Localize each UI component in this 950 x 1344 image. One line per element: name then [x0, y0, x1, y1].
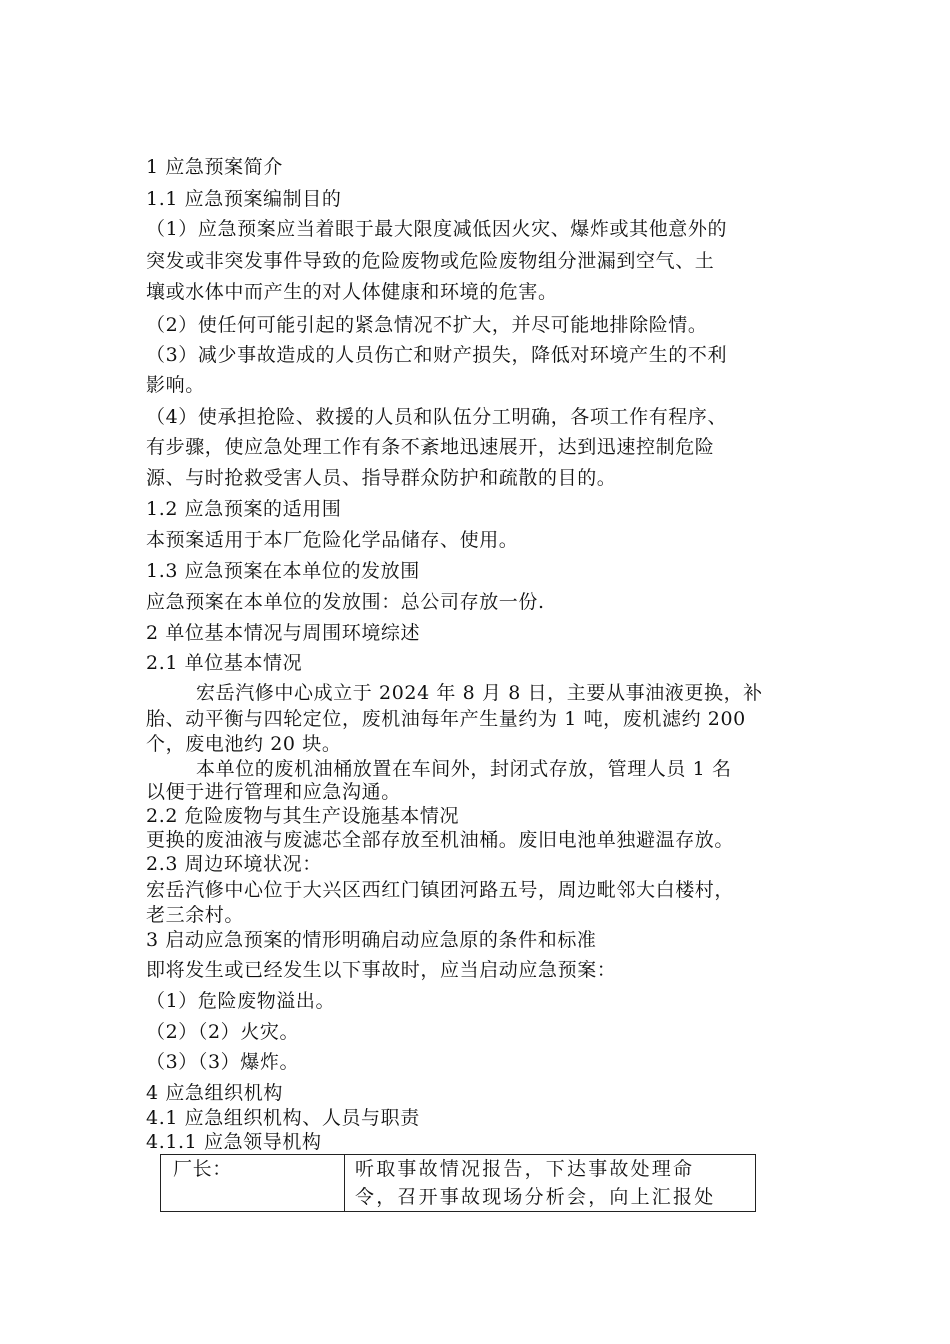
list-item: （3）（3）爆炸。 [146, 1051, 300, 1073]
paragraph-line: 本单位的废机油桶放置在车间外，封闭式存放，管理人员 1 名 [196, 758, 732, 780]
heading-4: 4 应急组织机构 [146, 1082, 283, 1104]
paragraph-line: 更换的废油液与废滤芯全部存放至机油桶。废旧电池单独避温存放。 [146, 829, 735, 851]
paragraph-line: 宏岳汽修中心位于大兴区西红门镇团河路五号，周边毗邻大白楼村， [146, 879, 735, 901]
paragraph-line: 突发或非突发事件导致的危险废物或危险废物组分泄漏到空气、土 [146, 250, 715, 272]
list-item: （2）（2）火灾。 [146, 1021, 300, 1043]
paragraph-line: 胎、动平衡与四轮定位，废机油每年产生量约为 1 吨，废机滤约 200 [146, 708, 746, 730]
paragraph-line: 壤或水体中而产生的对人体健康和环境的危害。 [146, 281, 558, 303]
paragraph-line: 源、与时抢救受害人员、指导群众防护和疏散的目的。 [146, 467, 617, 489]
paragraph-line: 宏岳汽修中心成立于 2024 年 8 月 8 日，主要从事油液更换，补 [196, 682, 763, 704]
heading-2-3: 2.3 周边环境状况： [146, 853, 322, 875]
paragraph-line: 即将发生或已经发生以下事故时，应当启动应急预案： [146, 959, 617, 981]
heading-2: 2 单位基本情况与周围环境综述 [146, 622, 421, 644]
role-cell: 厂长： [161, 1155, 345, 1212]
paragraph-line: 本预案适用于本厂危险化学品储存、使用。 [146, 529, 519, 551]
leadership-table [160, 1154, 756, 1212]
paragraph-line: 老三余村。 [146, 904, 245, 926]
heading-2-1: 2.1 单位基本情况 [146, 652, 303, 674]
paragraph-line: （1）应急预案应当着眼于最大限度减低因火灾、爆炸或其他意外的 [146, 218, 728, 240]
duty-line: 令，召开事故现场分析会，向上汇报处 [355, 1186, 716, 1208]
paragraph-line: 影响。 [146, 374, 205, 396]
paragraph-line: 个，废电池约 20 块。 [146, 733, 342, 755]
heading-3: 3 启动应急预案的情形明确启动应急原的条件和标准 [146, 929, 597, 951]
heading-1: 1 应急预案简介 [146, 156, 283, 178]
heading-1-1: 1.1 应急预案编制目的 [146, 188, 342, 210]
heading-1-2: 1.2 应急预案的适用围 [146, 498, 342, 520]
paragraph-line: 有步骤，使应急处理工作有条不紊地迅速展开，达到迅速控制危险 [146, 436, 715, 458]
heading-2-2: 2.2 危险废物与其生产设施基本情况 [146, 805, 460, 827]
list-item: （1）危险废物溢出。 [146, 990, 336, 1012]
paragraph-line: （3）减少事故造成的人员伤亡和财产损失，降低对环境产生的不利 [146, 344, 728, 366]
duty-cell [345, 1155, 756, 1212]
paragraph-line: 以便于进行管理和应急沟通。 [146, 781, 401, 803]
heading-1-3: 1.3 应急预案在本单位的发放围 [146, 560, 420, 582]
duty-line: 听取事故情况报告，下达事故处理命 [355, 1158, 695, 1180]
table-row [161, 1155, 756, 1212]
paragraph-line: 应急预案在本单位的发放围：总公司存放一份. [146, 591, 545, 613]
paragraph-line: （2）使任何可能引起的紧急情况不扩大，并尽可能地排除险情。 [146, 314, 708, 336]
paragraph-line: （4）使承担抢险、救援的人员和队伍分工明确，各项工作有程序、 [146, 406, 728, 428]
heading-4-1: 4.1 应急组织机构、人员与职责 [146, 1107, 420, 1129]
heading-4-1-1: 4.1.1 应急领导机构 [146, 1131, 322, 1153]
